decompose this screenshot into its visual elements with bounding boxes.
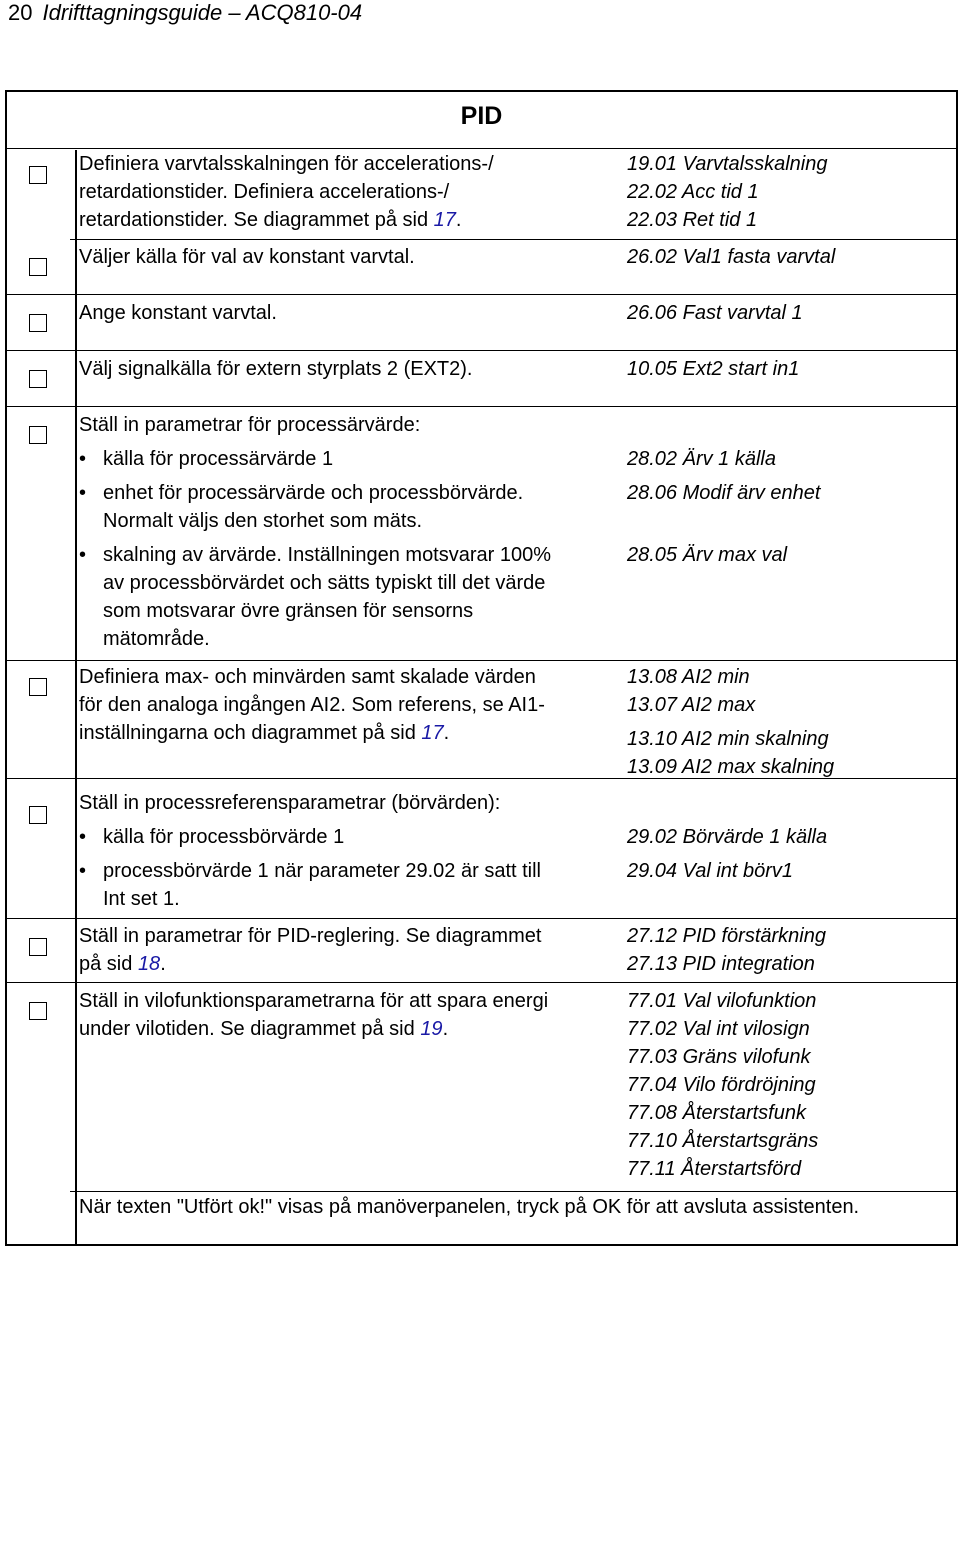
bullet: • [79,544,87,566]
bullet: • [79,482,87,504]
checkbox[interactable] [29,166,47,184]
row-text: Ange konstant varvtal. [79,302,277,324]
parameter: 77.02 Val int vilosign [627,1018,810,1040]
parameter: 29.04 Val int börv1 [627,860,794,882]
parameter: 19.01 Varvtalsskalning [627,153,828,175]
row-text: Definiera varvtalsskalningen för accelerations-/ [79,153,494,175]
bullet-text: som motsvarar övre gränsen för sensorns [103,600,474,622]
parameter: 77.01 Val vilofunktion [627,990,817,1012]
page-header [8,0,362,26]
parameter: 77.11 Återstartsförd [627,1158,802,1180]
row-text: retardationstider. Se diagrammet på sid 17. [79,209,462,231]
bullet-text: Normalt väljs den storhet som mäts. [103,510,422,532]
row-text: Väljer källa för val av konstant varvtal. [79,246,415,268]
parameter: 28.05 Ärv max val [627,544,788,566]
parameter: 13.07 AI2 max [627,694,756,716]
checkbox[interactable] [29,314,47,332]
parameter: 13.08 AI2 min [627,666,750,688]
footer-text: När texten "Utfört ok!" visas på manöverpanelen, tryck på OK för att avsluta assistenten. [79,1196,860,1218]
divider [7,350,956,351]
parameter: 28.06 Modif ärv enhet [627,482,821,504]
bullet-text: Int set 1. [103,888,180,910]
checkbox[interactable] [29,806,47,824]
row-text: under vilotiden. Se diagrammet på sid 19. [79,1018,449,1040]
row-text: på sid 18. [79,953,166,975]
divider [70,239,956,240]
page-link[interactable]: 18 [137,953,161,975]
divider [7,660,956,661]
divider [70,1191,956,1192]
parameter: 29.02 Börvärde 1 källa [627,826,828,848]
row-text: Ställ in parametrar för processärvärde: [79,414,421,436]
parameter: 26.02 Val1 fasta varvtal [627,246,836,268]
parameter: 27.13 PID integration [627,953,815,975]
bullet-text: processbörvärde 1 när parameter 29.02 är satt till [103,860,541,882]
divider [7,294,956,295]
row-text: Ställ in vilofunktionsparametrarna för att spara energi [79,990,549,1012]
checkbox[interactable] [29,1002,47,1020]
checkbox[interactable] [29,258,47,276]
row-text: Välj signalkälla för extern styrplats 2 (EXT2). [79,358,473,380]
divider [7,148,956,149]
divider [7,982,956,983]
parameter: 26.06 Fast varvtal 1 [627,302,803,324]
bullet-text: skalning av ärvärde. Inställningen motsvarar 100% [103,544,552,566]
row-text: Ställ in parametrar för PID-reglering. Se diagrammet [79,925,542,947]
checkbox[interactable] [29,938,47,956]
row-text: inställningarna och diagrammet på sid 17. [79,722,450,744]
bullet-text: källa för processärvärde 1 [103,448,334,470]
bullet-text: av processbörvärdet och sätts typiskt till det värde [103,572,546,594]
parameter: 77.04 Vilo fördröjning [627,1074,816,1096]
parameter: 22.02 Acc tid 1 [627,181,759,203]
document-title: Idrifttagningsguide – ACQ810-04 [42,0,363,25]
parameter: 13.09 AI2 max skalning [627,756,835,778]
checkbox[interactable] [29,370,47,388]
page-link[interactable]: 17 [421,722,444,744]
checkbox[interactable] [29,426,47,444]
bullet: • [79,826,87,848]
parameter: 28.02 Ärv 1 källa [627,448,776,470]
table-title: PID [460,102,503,130]
bullet: • [79,448,87,470]
page-link[interactable]: 17 [433,209,456,231]
row-text: för den analoga ingången AI2. Som referens, se AI1- [79,694,545,716]
bullet-text: enhet för processärvärde och processbörvärde. [103,482,524,504]
divider [7,918,956,919]
parameter: 77.10 Återstartsgräns [627,1130,819,1152]
bullet-text: mätområde. [103,628,210,650]
parameter: 27.12 PID förstärkning [627,925,826,947]
checkbox[interactable] [29,678,47,696]
parameter: 22.03 Ret tid 1 [627,209,758,231]
bullet: • [79,860,87,882]
page-number: 20 [8,0,33,25]
parameter: 13.10 AI2 min skalning [627,728,829,750]
row-text: Ställ in processreferensparametrar (börvärden): [79,792,501,814]
parameter: 10.05 Ext2 start in1 [627,358,800,380]
checklist-table [5,90,958,1246]
parameter: 77.08 Återstartsfunk [627,1102,806,1124]
divider [7,406,956,407]
row-text: Definiera max- och minvärden samt skalade värden [79,666,536,688]
row-text: retardationstider. Definiera accelerations-/ [79,181,450,203]
column-divider [75,150,77,1246]
page-link[interactable]: 19 [420,1018,443,1040]
parameter: 77.03 Gräns vilofunk [627,1046,811,1068]
bullet-text: källa för processbörvärde 1 [103,826,345,848]
